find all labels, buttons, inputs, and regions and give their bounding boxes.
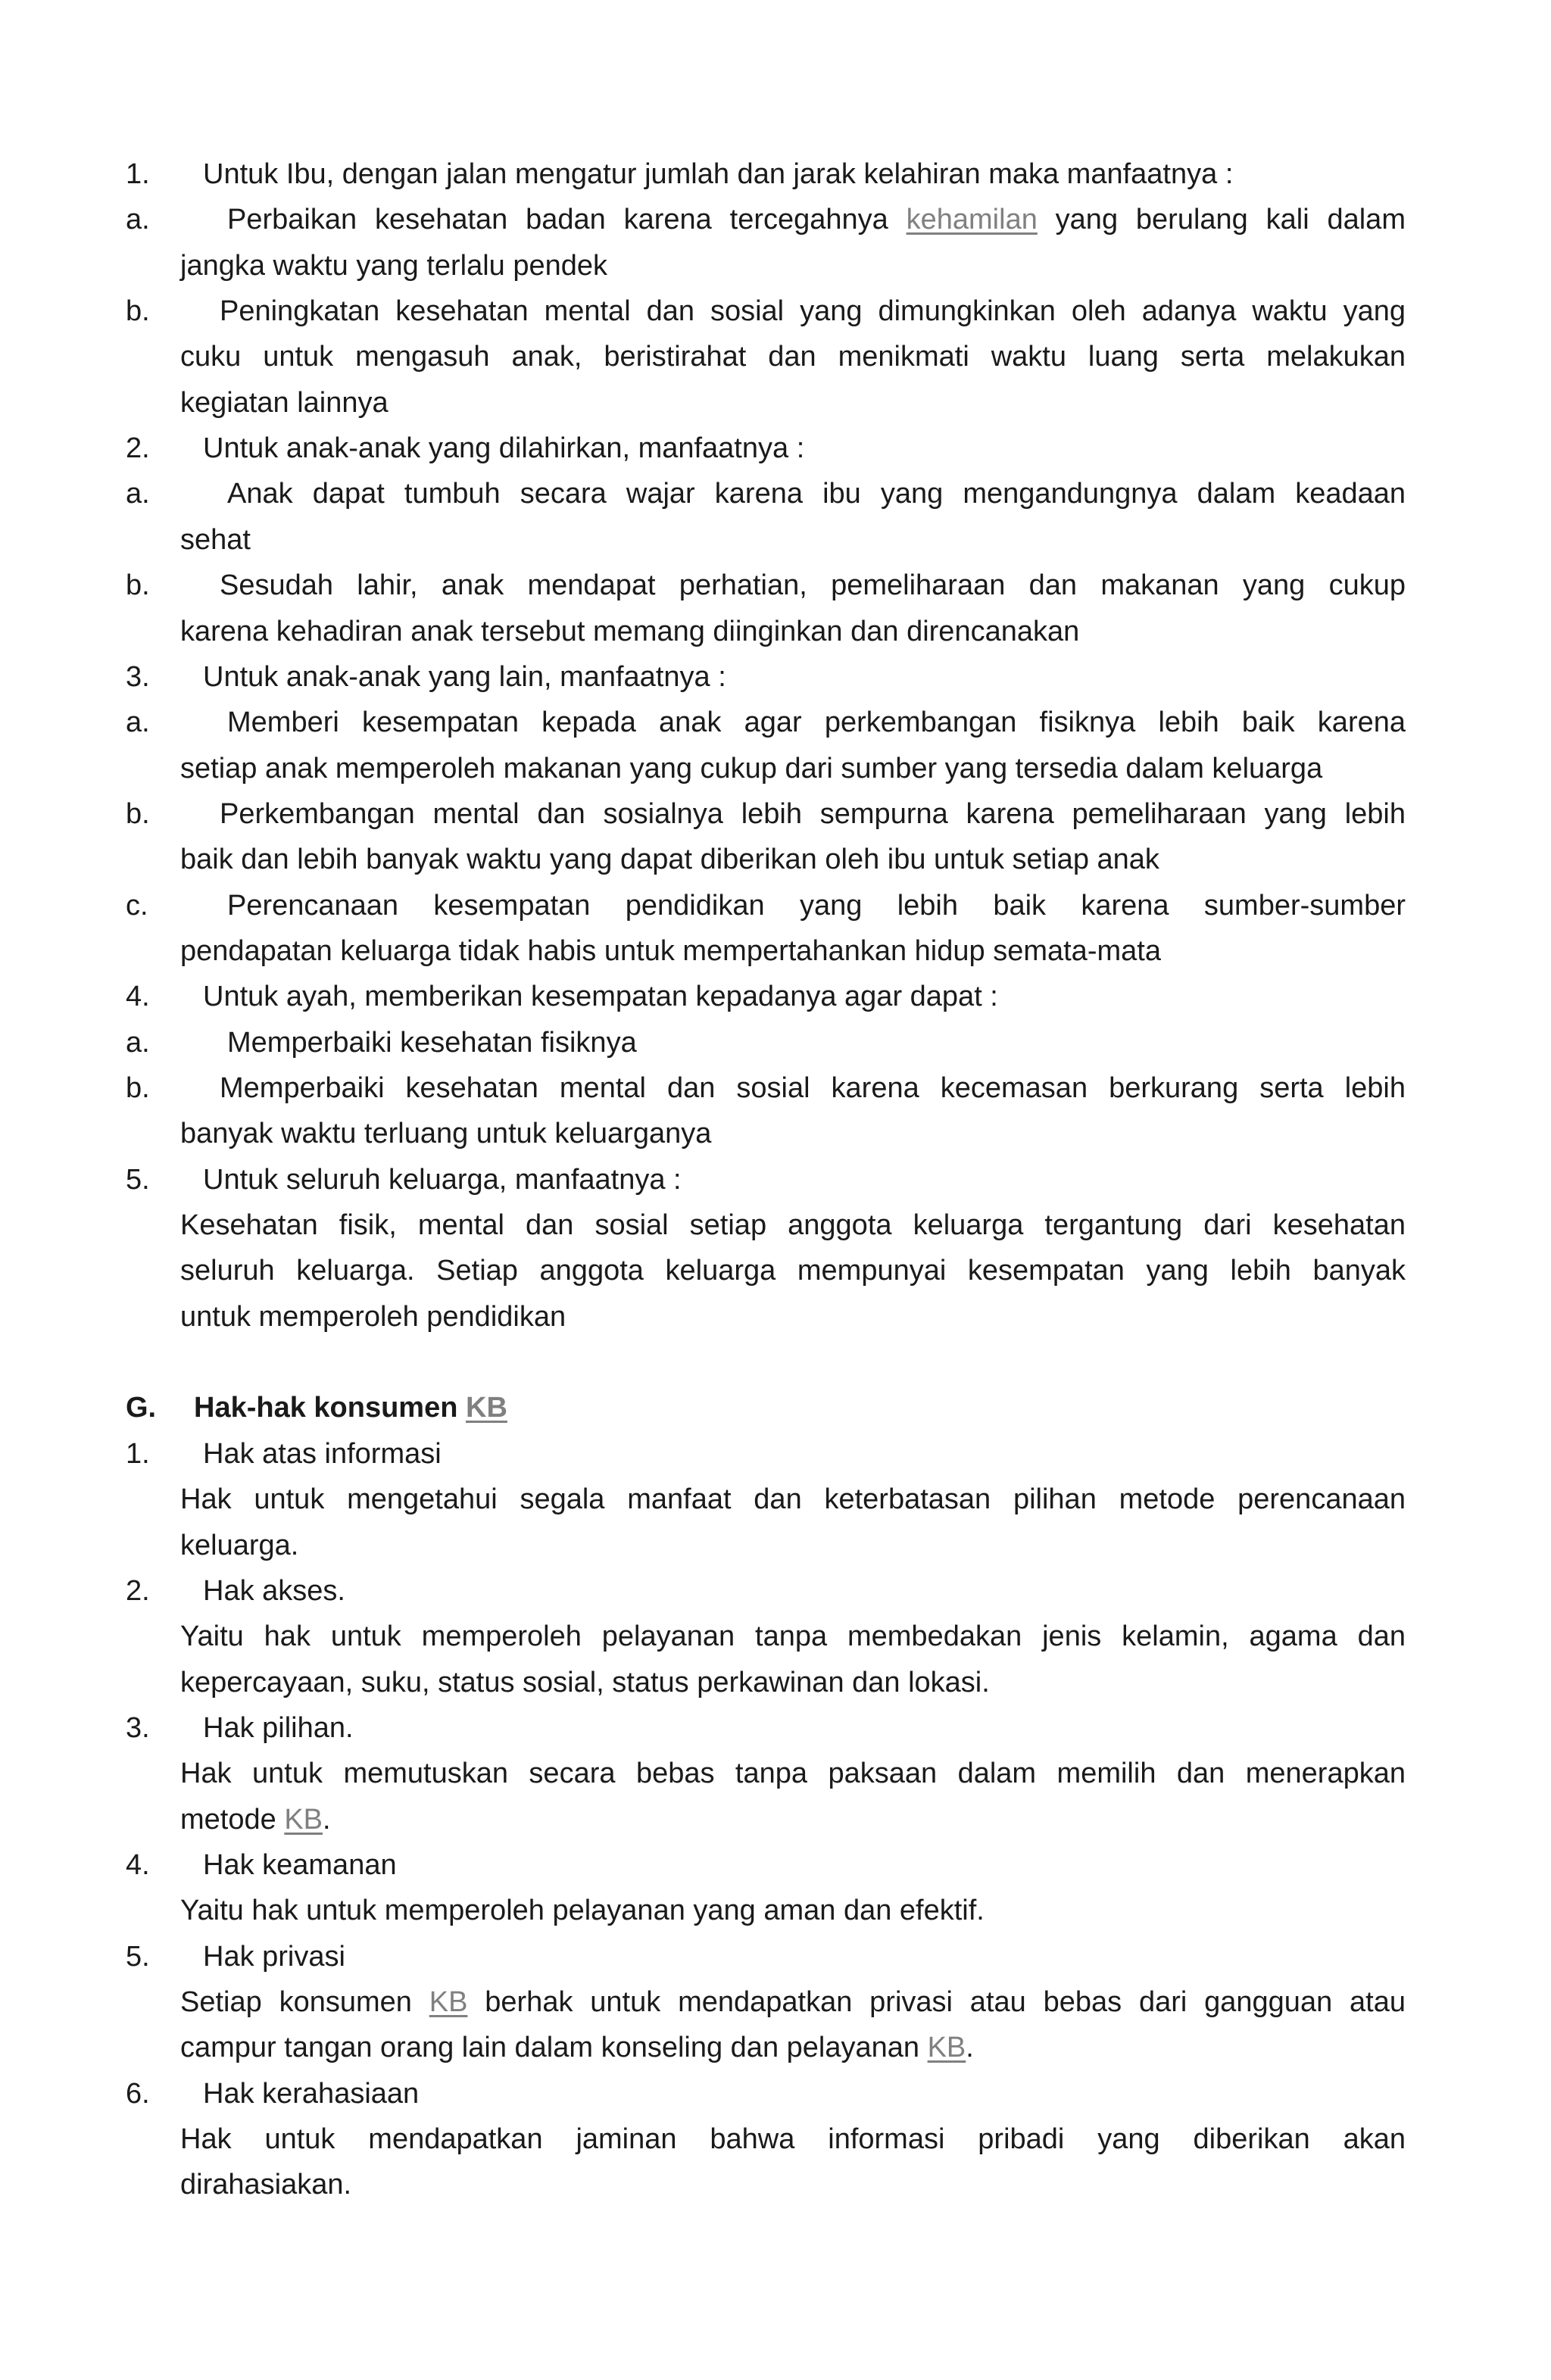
line-text [203,1157,682,1202]
text-segment: Perkembangan mental dan sosialnya lebih sempurna karena pemeliharaan yang lebih [220,798,1406,830]
line-text [180,334,1406,379]
text-segment: Hak keamanan [203,1849,397,1881]
line-text [194,1385,507,1430]
list-marker: 1. [126,1438,150,1470]
line-text [180,1797,331,1842]
text-segment: cuku untuk mengasuh anak, beristirahat dan menikmati waktu luang serta melakukan [180,341,1406,373]
line-text [203,1705,354,1751]
list-marker: 3. [126,661,150,693]
line-text [180,243,607,289]
text-line [0,1157,1551,1202]
text-line [0,1614,1551,1659]
line-text [180,380,389,426]
line-text [203,1842,397,1888]
text-line [0,426,1551,471]
text-segment: . [323,1804,331,1836]
text-segment: Yaitu hak untuk memperoleh pelayanan tanpa membedakan jenis kelamin, agama dan [180,1620,1406,1652]
text-segment: Untuk seluruh keluarga, manfaatnya : [203,1164,682,1196]
line-text [220,563,1406,608]
text-segment: Kesehatan fisik, mental dan sosial setiap anggota keluarga tergantung dari kesehatan [180,1209,1406,1241]
text-line [0,1934,1551,1979]
line-text [180,928,1161,974]
text-segment: Hak-hak konsumen [194,1392,466,1424]
text-line [0,1568,1551,1614]
line-text [220,791,1406,837]
text-segment: Memberi kesempatan kepada anak agar perkembangan fisiknya lebih baik karena [227,707,1406,738]
line-text [180,837,1159,882]
text-line [0,243,1551,289]
text-segment: kepercayaan, suku, status sosial, status perkawinan dan lokasi. [180,1667,990,1698]
text-segment: Hak untuk memutuskan secara bebas tanpa paksaan dalam memilih dan menerapkan [180,1758,1406,1789]
text-segment: Hak privasi [203,1941,345,1973]
text-segment: Untuk Ibu, dengan jalan mengatur jumlah dan jarak kelahiran maka manfaatnya : [203,158,1234,190]
list-marker: 1. [126,158,150,190]
text-line [0,928,1551,974]
list-marker: a. [126,478,150,510]
line-text [180,1614,1406,1659]
text-segment: setiap anak memperoleh makanan yang cukup dari sumber yang tersedia dalam keluarga [180,753,1323,784]
list-marker: b. [126,569,150,601]
text-line [0,2025,1551,2070]
text-line [0,2116,1551,2162]
text-segment: untuk memperoleh pendidikan [180,1301,566,1333]
text-segment: Perbaikan kesehatan badan karena tercegahnya [227,204,907,236]
text-segment: Setiap konsumen [180,1986,429,2018]
line-text [203,1568,345,1614]
text-line [0,197,1551,242]
text-line [0,1660,1551,1705]
text-segment: karena kehadiran anak tersebut memang diinginkan dan direncanakan [180,616,1080,647]
text-segment: sehat [180,524,251,556]
line-text [180,609,1079,654]
text-line [0,563,1551,608]
line-text [227,471,1406,516]
line-text [180,1111,711,1156]
line-text [180,1751,1406,1796]
section-heading [0,1385,1551,1430]
line-text [203,1934,345,1979]
line-text [227,883,1406,928]
text-segment: Hak untuk mengetahui segala manfaat dan keterbatasan pilihan metode perencanaan [180,1483,1406,1515]
text-segment: baik dan lebih banyak waktu yang dapat diberikan oleh ibu untuk setiap anak [180,844,1159,875]
text-segment: Untuk anak-anak yang dilahirkan, manfaatnya : [203,432,805,464]
text-segment: Memperbaiki kesehatan fisiknya [227,1027,637,1059]
text-segment: keluarga. [180,1530,299,1561]
hyperlink[interactable]: KB [429,1986,468,2018]
text-segment: Hak pilihan. [203,1712,354,1744]
text-line [0,791,1551,837]
line-text [227,700,1406,745]
text-line [0,1477,1551,1522]
line-text [180,2025,974,2070]
line-text [227,197,1406,242]
line-text [180,746,1322,791]
text-segment: Untuk anak-anak yang lain, manfaatnya : [203,661,726,693]
line-text [220,289,1406,334]
text-line [0,151,1551,197]
line-text [180,2116,1406,2162]
line-text [180,517,251,563]
text-line [0,1111,1551,1156]
list-marker: 6. [126,2078,150,2110]
list-marker: 5. [126,1164,150,1196]
text-segment: Anak dapat tumbuh secara wajar karena ibu yang mengandungnya dalam keadaan [227,478,1406,510]
line-text [203,974,998,1019]
list-marker: 4. [126,981,150,1012]
text-line [0,1797,1551,1842]
line-text [180,1888,985,1933]
hyperlink[interactable]: kehamilan [906,204,1038,236]
line-text [180,2162,351,2207]
list-marker: 2. [126,1575,150,1607]
text-line [0,700,1551,745]
text-segment: berhak untuk mendapatkan privasi atau bebas dari gangguan atau [467,1986,1406,2018]
list-marker: 2. [126,432,150,464]
text-line [0,380,1551,426]
text-segment: campur tangan orang lain dalam konseling dan pelayanan [180,2032,928,2063]
list-marker: b. [126,1072,150,1104]
text-segment: metode [180,1804,285,1836]
list-marker: a. [126,707,150,738]
text-line [0,746,1551,791]
line-text [180,1294,566,1340]
text-segment: Hak untuk mendapatkan jaminan bahwa informasi pribadi yang diberikan akan [180,2123,1406,2155]
text-segment: Memperbaiki kesehatan mental dan sosial karena kecemasan berkurang serta lebih [220,1072,1406,1104]
text-line [0,974,1551,1019]
text-line [0,1705,1551,1751]
line-text [203,1431,442,1477]
text-line [0,1020,1551,1065]
text-line [0,1888,1551,1933]
line-text [180,1248,1406,1293]
list-marker: a. [126,204,150,236]
hyperlink[interactable]: KB [927,2032,966,2063]
text-line [0,2162,1551,2207]
hyperlink[interactable]: KB [466,1392,507,1424]
text-segment: Sesudah lahir, anak mendapat perhatian, pemeliharaan dan makanan yang cukup [220,569,1406,601]
text-segment: pendapatan keluarga tidak habis untuk mempertahankan hidup semata-mata [180,935,1161,967]
text-line [0,334,1551,379]
text-line [0,517,1551,563]
line-text [203,151,1233,197]
text-line [0,883,1551,928]
list-marker: 5. [126,1941,150,1973]
text-segment: Hak atas informasi [203,1438,442,1470]
text-segment: Untuk ayah, memberikan kesempatan kepadanya agar dapat : [203,981,998,1012]
list-marker: 4. [126,1849,150,1881]
text-line [0,1248,1551,1293]
text-segment: jangka waktu yang terlalu pendek [180,250,608,282]
line-text [203,2071,419,2116]
text-segment: Hak kerahasiaan [203,2078,420,2110]
list-marker: c. [126,890,148,922]
text-line [0,1979,1551,2025]
text-line [0,1065,1551,1111]
text-segment: banyak waktu terluang untuk keluarganya [180,1118,712,1149]
line-text [180,1202,1406,1248]
text-line [0,1523,1551,1568]
list-marker: a. [126,1027,150,1059]
text-line [0,1842,1551,1888]
list-marker: 3. [126,1712,150,1744]
text-segment: seluruh keluarga. Setiap anggota keluarga mempunyai kesempatan yang lebih banyak [180,1255,1406,1287]
text-segment: yang berulang kali dalam [1037,204,1406,236]
line-text [180,1979,1406,2025]
line-text [180,1660,990,1705]
text-segment: Yaitu hak untuk memperoleh pelayanan yang aman dan efektif. [180,1895,985,1926]
line-text [203,426,804,471]
text-segment: . [966,2032,974,2063]
text-line [0,289,1551,334]
text-line [0,471,1551,516]
list-marker: b. [126,295,150,327]
text-line [0,1294,1551,1340]
text-line [0,609,1551,654]
line-text [227,1020,637,1065]
list-marker: b. [126,798,150,830]
text-line [0,837,1551,882]
text-line [0,1431,1551,1477]
text-line [0,2071,1551,2116]
text-segment: kegiatan lainnya [180,387,389,419]
line-text [203,654,726,700]
list-marker: G. [126,1392,157,1424]
hyperlink[interactable]: KB [284,1804,323,1836]
text-segment: Perencanaan kesempatan pendidikan yang lebih baik karena sumber-sumber [227,890,1406,922]
text-segment: Hak akses. [203,1575,345,1607]
text-line [0,1202,1551,1248]
text-segment: Peningkatan kesehatan mental dan sosial yang dimungkinkan oleh adanya waktu yang [220,295,1406,327]
text-segment: dirahasiakan. [180,2169,352,2201]
line-text [180,1523,298,1568]
line-text [180,1477,1406,1522]
line-text [220,1065,1406,1111]
text-line [0,1751,1551,1796]
text-line [0,654,1551,700]
